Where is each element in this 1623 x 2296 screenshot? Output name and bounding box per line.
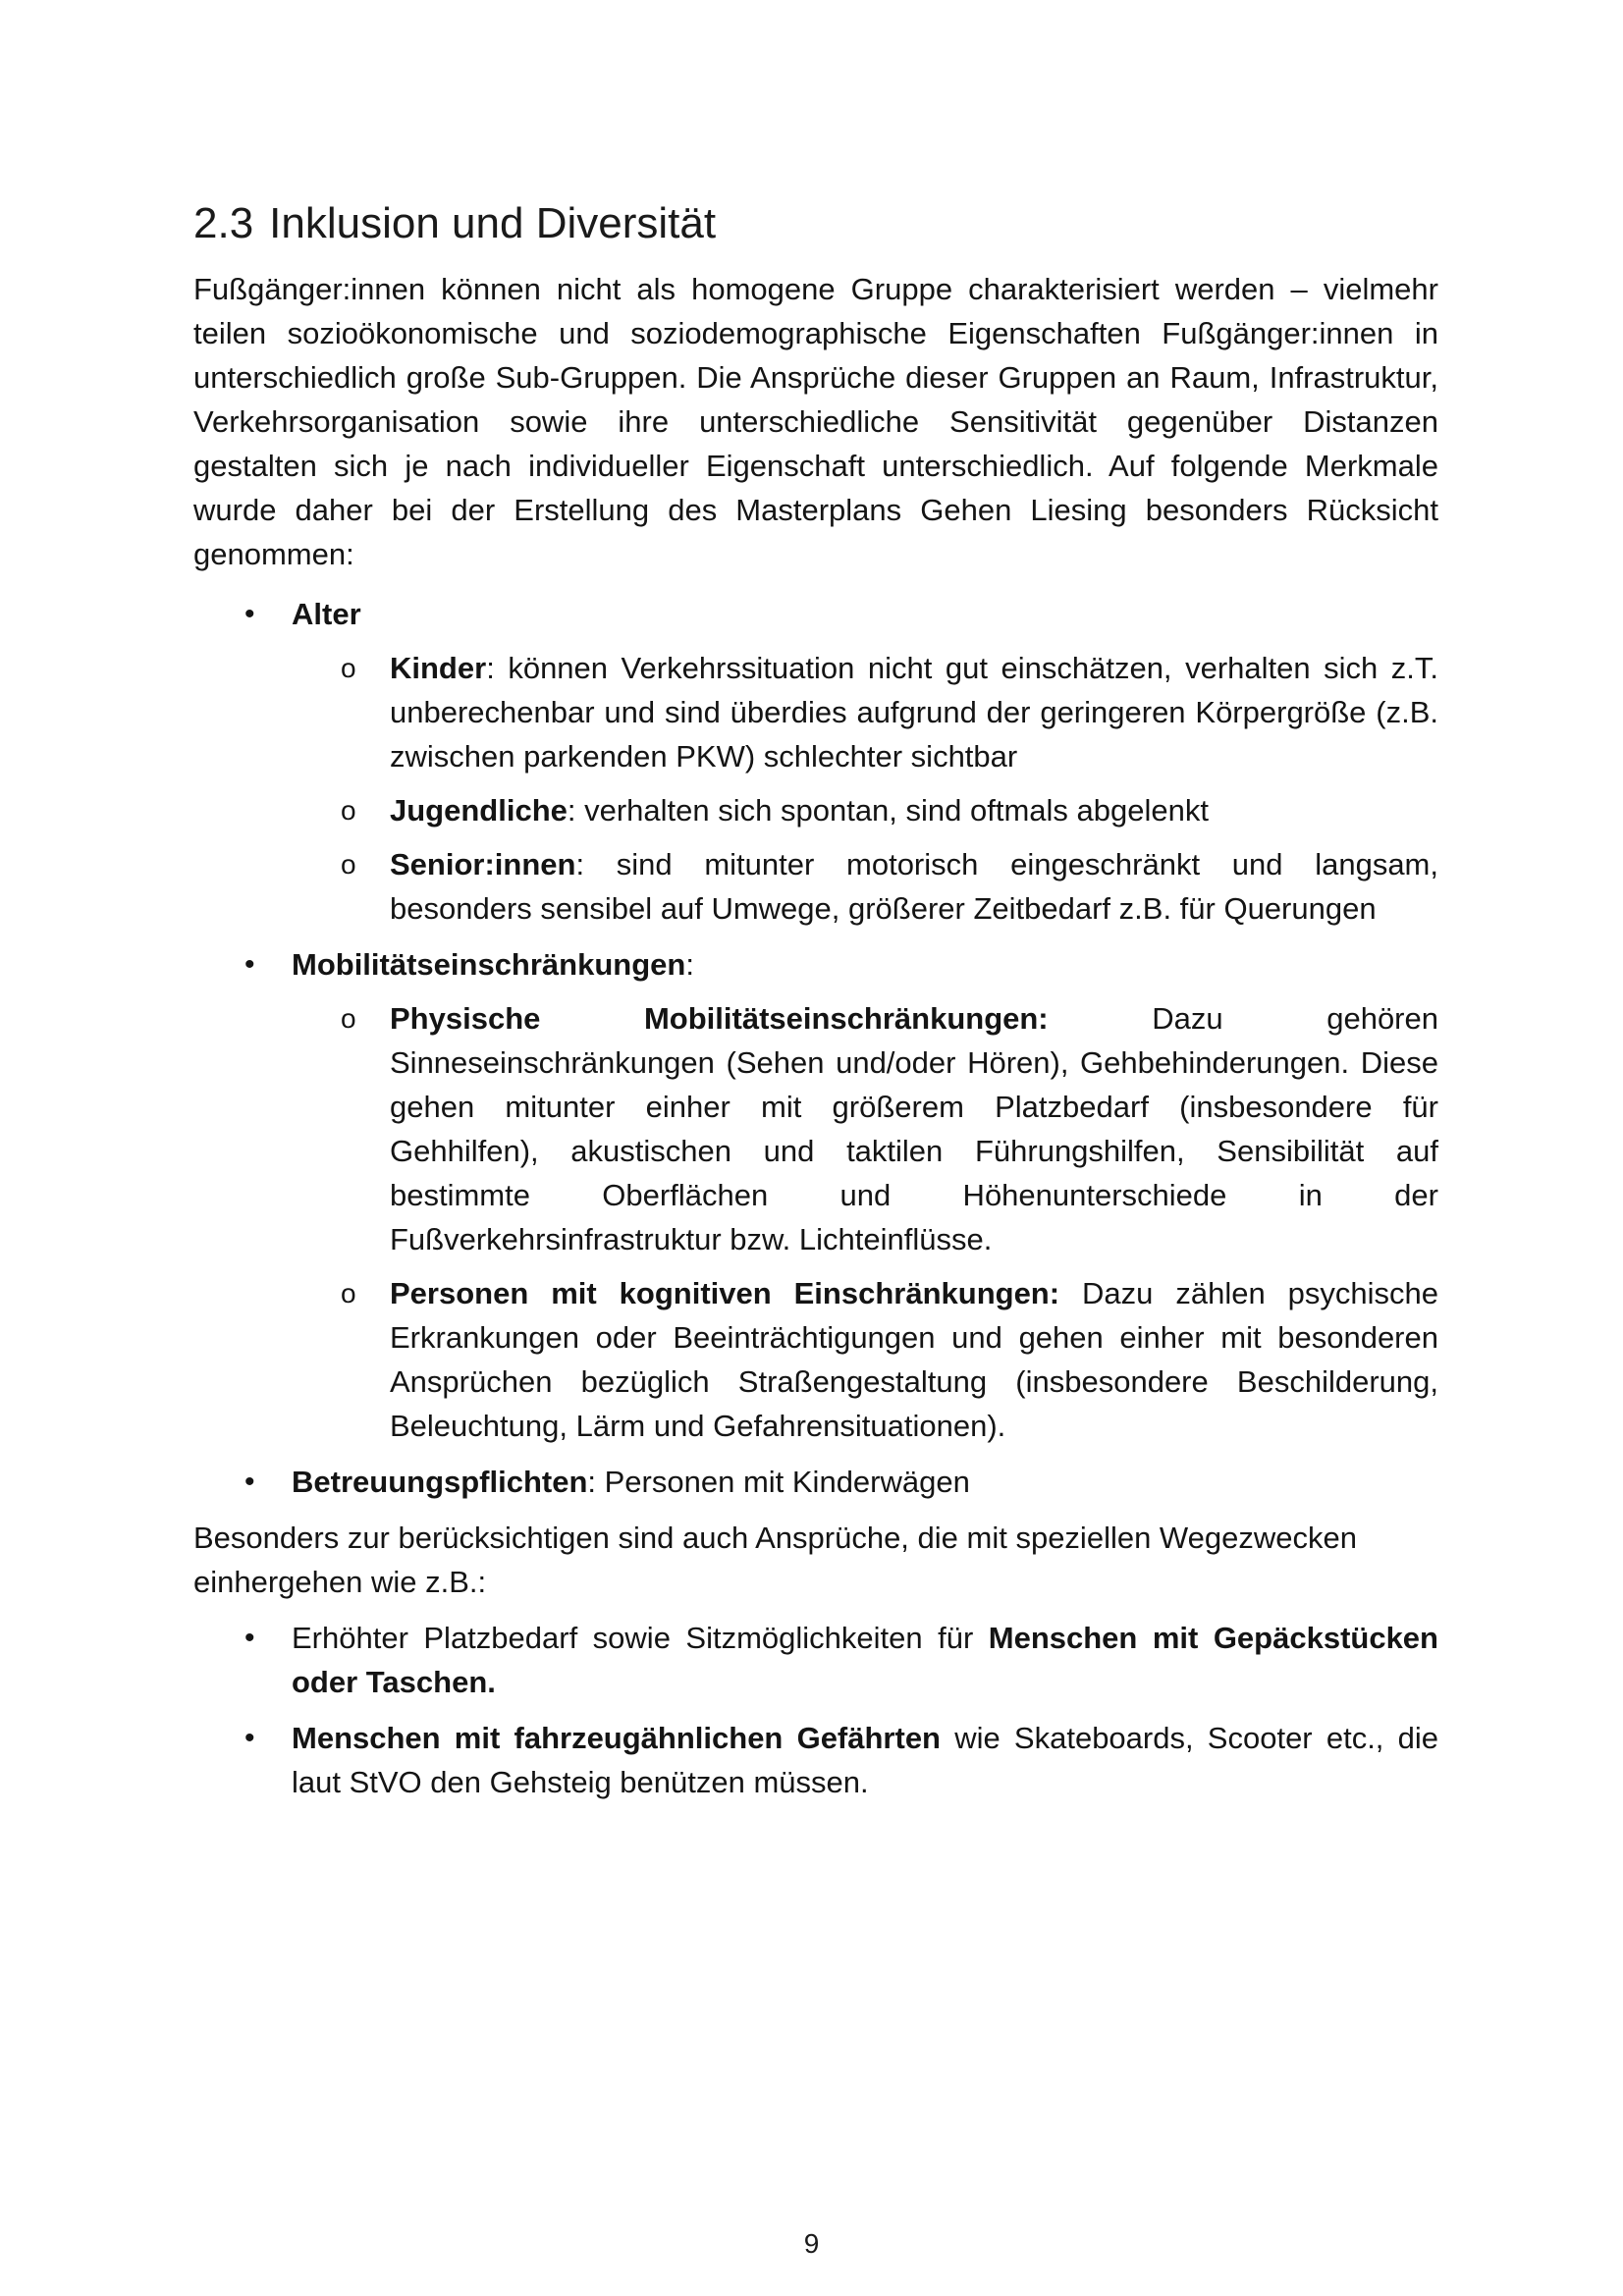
sublist-item-jugendliche bbox=[341, 788, 1438, 832]
sublist-item-kognitiv bbox=[341, 1271, 1438, 1448]
bullet-dot-icon: • bbox=[244, 598, 255, 630]
list-item-bold: Menschen mit Gepäckstücken oder Taschen. bbox=[292, 1621, 1438, 1699]
sublist-item-term: Kinder bbox=[390, 651, 487, 685]
bullet-circle-icon: o bbox=[341, 849, 356, 880]
section-title: Inklusion und Diversität bbox=[269, 199, 717, 247]
bullet-circle-icon: o bbox=[341, 1003, 356, 1034]
bullet-circle-icon: o bbox=[341, 1278, 356, 1308]
document-page bbox=[193, 196, 1438, 1816]
bullet-circle-icon: o bbox=[341, 653, 356, 683]
age-sublist bbox=[292, 646, 1438, 931]
sublist-item-kinder bbox=[341, 646, 1438, 778]
list-item-text: Erhöhter Platzbedarf sowie Sitzmöglichkeiten für bbox=[292, 1621, 989, 1655]
bullet-circle-icon: o bbox=[341, 795, 356, 826]
sublist-item-text: Dazu zählen psychische Erkrankungen oder Beeinträchtigungen und gehen einher mit besonderen Ansprüchen bezüglich Straßengestaltung (insbesondere Beschilderung, Beleuchtung, Lärm und Gefahrensituationen). bbox=[390, 1276, 1438, 1443]
list-item-alter bbox=[244, 592, 1438, 931]
sublist-item-term: Senior:innen bbox=[390, 847, 576, 881]
list-item-mobilitaet bbox=[244, 942, 1438, 1448]
sublist-item-text: : sind mitunter motorisch eingeschränkt und langsam, besonders sensibel auf Umwege, größerer Zeitbedarf z.B. für Querungen bbox=[390, 847, 1438, 926]
second-paragraph: Besonders zur berücksichtigen sind auch Ansprüche, die mit speziellen Wegezwecken einhergehen wie z.B.: bbox=[193, 1521, 1357, 1599]
list-item-fahrzeug bbox=[244, 1716, 1438, 1804]
sublist-item-text: : können Verkehrssituation nicht gut einschätzen, verhalten sich z.T. unberechenbar und sind überdies aufgrund der geringeren Körpergröße (z.B. zwischen parkenden PKW) schlechter sichtbar bbox=[390, 651, 1438, 774]
sublist-item-term: Personen mit kognitiven Einschränkungen: bbox=[390, 1276, 1060, 1310]
sublist-item-senioren bbox=[341, 842, 1438, 931]
list-item-text: : Personen mit Kinderwägen bbox=[587, 1465, 970, 1499]
sublist-item-physisch bbox=[341, 996, 1438, 1261]
list-item-suffix: : bbox=[685, 947, 694, 982]
intro-paragraph: Fußgänger:innen können nicht als homogene Gruppe charakterisiert werden – vielmehr teilen sozioökonomische und soziodemographische Eigenschaften Fußgänger:innen in unterschiedlich große Sub-Gruppen. Die Ansprüche dieser Gruppen an Raum, Infrastruktur, Verkehrsorganisation sowie ihre unterschiedliche Sensitivität gegenüber Distanzen gestalten sich je nach individueller Eigenschaft unterschiedlich. Auf folgende Merkmale wurde daher bei der Erstellung des Masterplans Gehen Liesing besonders Rücksicht genommen: bbox=[193, 272, 1438, 571]
bullet-dot-icon: • bbox=[244, 1722, 255, 1754]
page-number: 9 bbox=[803, 2228, 820, 2259]
list-item-betreuung bbox=[244, 1460, 1438, 1504]
characteristics-list bbox=[193, 592, 1438, 1504]
bullet-dot-icon: • bbox=[244, 1466, 255, 1498]
list-item-text: wie Skateboards, Scooter etc., die laut StVO den Gehsteig benützen müssen. bbox=[292, 1721, 1438, 1799]
bullet-dot-icon: • bbox=[244, 948, 255, 981]
list-item-label: Alter bbox=[292, 597, 361, 631]
list-item-label: Betreuungspflichten bbox=[292, 1465, 588, 1499]
section-heading bbox=[193, 196, 1438, 251]
list-item-label: Mobilitätseinschränkungen bbox=[292, 947, 686, 982]
section-number: 2.3 bbox=[193, 199, 254, 247]
sublist-item-term: Physische Mobilitätseinschränkungen: bbox=[390, 1001, 1049, 1036]
sublist-item-text: Dazu gehören Sinneseinschränkungen (Sehen und/oder Hören), Gehbehinderungen. Diese gehen mitunter einher mit größerem Platzbedarf (insbesondere für Gehhilfen), akustischen und taktilen Führungshilfen, Sensibilität auf bestimmte Oberflächen und Höhenunterschiede in der Fußverkehrsinfrastruktur bzw. Lichteinflüsse. bbox=[390, 1001, 1438, 1256]
mobility-sublist bbox=[292, 996, 1438, 1448]
list-item-bold: Menschen mit fahrzeugähnlichen Gefährten bbox=[292, 1721, 941, 1755]
purposes-list bbox=[193, 1616, 1438, 1804]
sublist-item-term: Jugendliche bbox=[390, 793, 568, 828]
sublist-item-text: : verhalten sich spontan, sind oftmals abgelenkt bbox=[567, 793, 1209, 828]
list-item-gepaeck bbox=[244, 1616, 1438, 1704]
bullet-dot-icon: • bbox=[244, 1622, 255, 1654]
